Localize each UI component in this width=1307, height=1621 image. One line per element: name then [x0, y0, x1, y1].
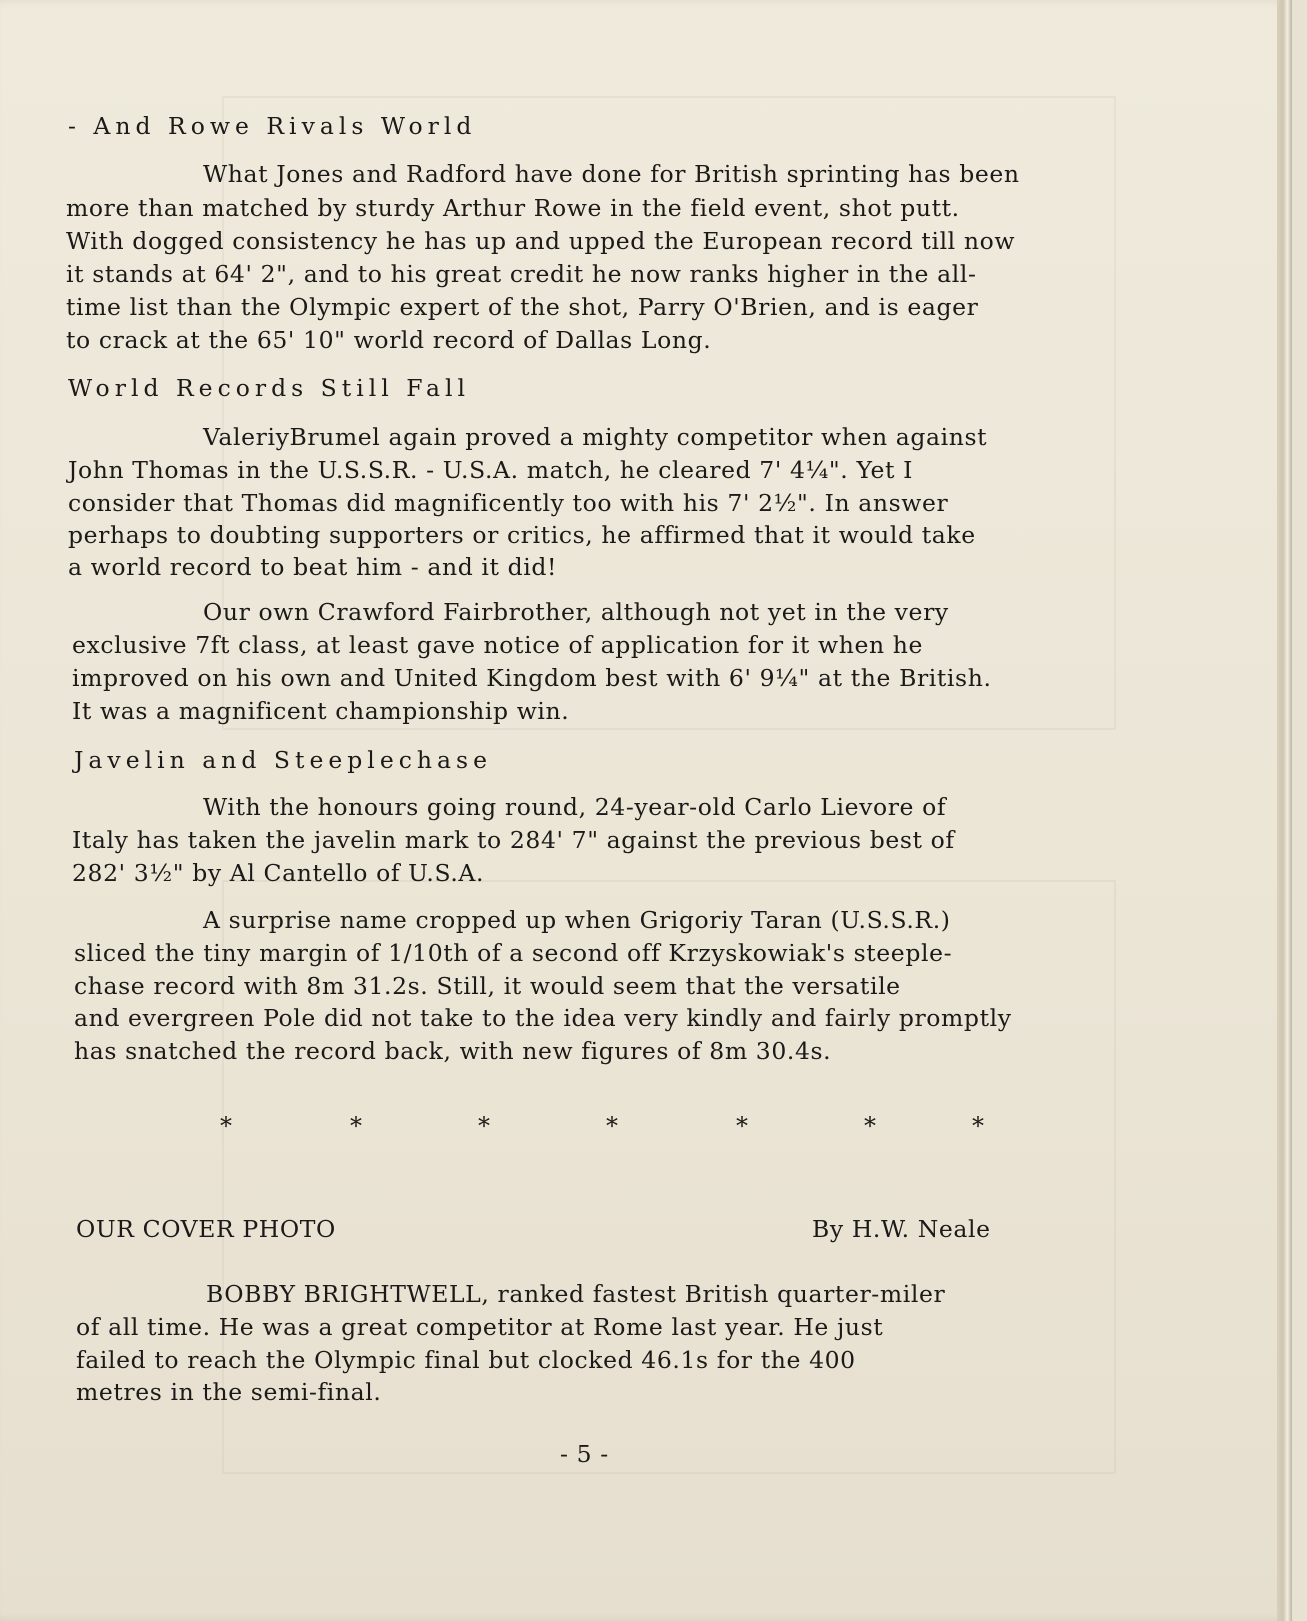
- text-line: A surprise name cropped up when Grigoriy Taran (U.S.S.R.): [203, 906, 951, 934]
- text-line: more than matched by sturdy Arthur Rowe in the field event, shot putt.: [66, 194, 960, 222]
- text-line: chase record with 8m 31.2s. Still, it would seem that the versatile: [74, 972, 901, 1000]
- text-line: has snatched the record back, with new figures of 8m 30.4s.: [74, 1037, 832, 1065]
- text-line: With dogged consistency he has up and upped the European record till now: [66, 227, 1016, 255]
- section-heading: - And Rowe Rivals World: [68, 112, 477, 140]
- text-line: a world record to beat him - and it did!: [68, 553, 558, 581]
- cover-byline: By H.W. Neale: [812, 1215, 991, 1243]
- text-line: Italy has taken the javelin mark to 284' 7" against the previous best of: [72, 826, 955, 854]
- text-line: to crack at the 65' 10" world record of Dallas Long.: [66, 326, 712, 354]
- text-line: What Jones and Radford have done for British sprinting has been: [203, 160, 1020, 188]
- text-line: Our own Crawford Fairbrother, although not yet in the very: [203, 598, 949, 626]
- star-separator: *: [220, 1112, 232, 1140]
- star-separator: *: [972, 1112, 984, 1140]
- section-heading: World Records Still Fall: [68, 374, 470, 402]
- star-separator: *: [350, 1112, 362, 1140]
- text-line: of all time. He was a great competitor at Rome last year. He just: [76, 1313, 884, 1341]
- star-separator: *: [736, 1112, 748, 1140]
- star-separator: *: [606, 1112, 618, 1140]
- star-separator: *: [478, 1112, 490, 1140]
- text-line: sliced the tiny margin of 1/10th of a second off Krzyskowiak's steeple-: [74, 939, 953, 967]
- text-line: consider that Thomas did magnificently too with his 7' 2½". In answer: [68, 489, 949, 517]
- text-line: perhaps to doubting supporters or critics, he affirmed that it would take: [68, 521, 976, 549]
- text-line: and evergreen Pole did not take to the idea very kindly and fairly promptly: [74, 1004, 1012, 1032]
- text-line: 282' 3½" by Al Cantello of U.S.A.: [72, 859, 485, 887]
- text-line: time list than the Olympic expert of the shot, Parry O'Brien, and is eager: [66, 293, 979, 321]
- text-line: failed to reach the Olympic final but clocked 46.1s for the 400: [76, 1346, 856, 1374]
- text-line: improved on his own and United Kingdom best with 6' 9¼" at the British.: [72, 664, 992, 692]
- star-separator: *: [864, 1112, 876, 1140]
- text-line: BOBBY BRIGHTWELL, ranked fastest British quarter-miler: [206, 1280, 946, 1308]
- page-number: - 5 -: [560, 1440, 609, 1468]
- section-heading: Javelin and Steeplechase: [74, 746, 493, 774]
- text-line: it stands at 64' 2", and to his great credit he now ranks higher in the all-: [66, 260, 977, 288]
- text-line: metres in the semi-final.: [76, 1378, 382, 1406]
- text-line: It was a magnificent championship win.: [72, 697, 570, 725]
- cover-heading: OUR COVER PHOTO: [76, 1215, 336, 1243]
- text-line: exclusive 7ft class, at least gave notice of application for it when he: [72, 631, 924, 659]
- text-line: John Thomas in the U.S.S.R. - U.S.A. match, he cleared 7' 4¼". Yet I: [68, 456, 914, 484]
- separator-stars: [0, 1112, 1292, 1152]
- text-line: ValeriyBrumel again proved a mighty competitor when against: [203, 423, 988, 451]
- text-line: With the honours going round, 24-year-old Carlo Lievore of: [203, 793, 947, 821]
